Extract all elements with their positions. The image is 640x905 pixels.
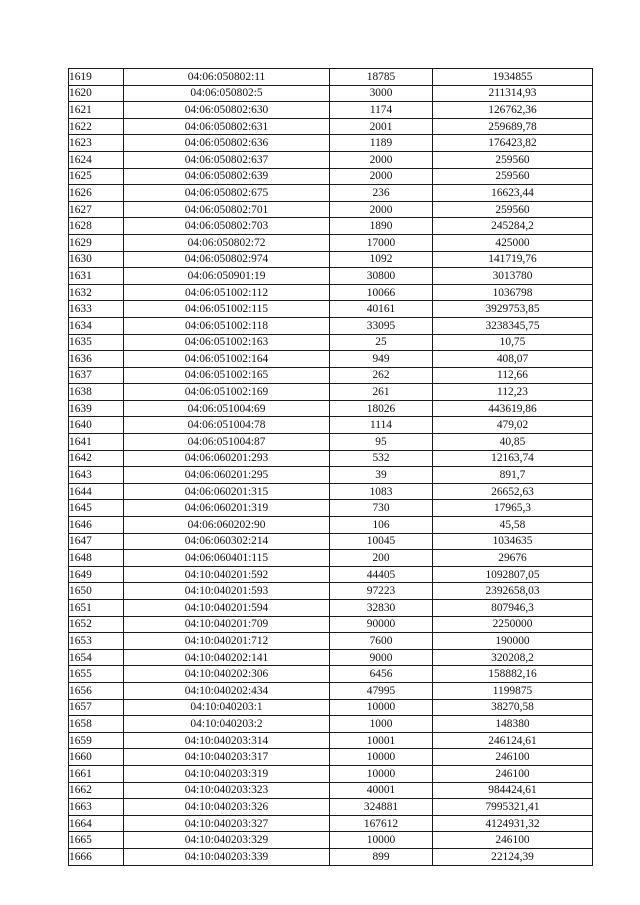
row-number-cell: 1633 [69, 301, 124, 318]
area-cell: 899 [330, 848, 433, 865]
value-cell: 3013780 [433, 268, 593, 285]
row-number-cell: 1630 [69, 251, 124, 268]
table-row [69, 102, 593, 119]
table-row [69, 732, 593, 749]
table-row [69, 384, 593, 401]
cadastral-number-cell: 04:10:040202:434 [124, 682, 330, 699]
area-cell: 532 [330, 450, 433, 467]
value-cell: 246100 [433, 765, 593, 782]
area-cell: 10000 [330, 765, 433, 782]
area-cell: 1092 [330, 251, 433, 268]
cadastral-number-cell: 04:06:050802:5 [124, 85, 330, 102]
table-row [69, 434, 593, 451]
value-cell: 1199875 [433, 682, 593, 699]
table-row [69, 351, 593, 368]
row-number-cell: 1621 [69, 102, 124, 119]
table-row [69, 616, 593, 633]
cadastral-number-cell: 04:06:050802:639 [124, 168, 330, 185]
cadastral-number-cell: 04:06:051002:112 [124, 284, 330, 301]
table-row [69, 600, 593, 617]
value-cell: 259560 [433, 151, 593, 168]
row-number-cell: 1636 [69, 351, 124, 368]
cadastral-number-cell: 04:10:040201:594 [124, 600, 330, 617]
area-cell: 44405 [330, 566, 433, 583]
land-plots-table [68, 68, 593, 866]
area-cell: 32830 [330, 600, 433, 617]
value-cell: 141719,76 [433, 251, 593, 268]
area-cell: 2000 [330, 168, 433, 185]
area-cell: 18026 [330, 400, 433, 417]
row-number-cell: 1664 [69, 815, 124, 832]
row-number-cell: 1634 [69, 317, 124, 334]
row-number-cell: 1666 [69, 848, 124, 865]
cadastral-number-cell: 04:06:050802:72 [124, 234, 330, 251]
row-number-cell: 1665 [69, 832, 124, 849]
cadastral-number-cell: 04:06:050802:630 [124, 102, 330, 119]
row-number-cell: 1635 [69, 334, 124, 351]
table-row [69, 550, 593, 567]
cadastral-number-cell: 04:10:040203:329 [124, 832, 330, 849]
value-cell: 45,58 [433, 517, 593, 534]
row-number-cell: 1659 [69, 732, 124, 749]
row-number-cell: 1639 [69, 400, 124, 417]
table-row [69, 566, 593, 583]
value-cell: 4124931,32 [433, 815, 593, 832]
row-number-cell: 1643 [69, 467, 124, 484]
table-row [69, 317, 593, 334]
cadastral-number-cell: 04:06:060202:90 [124, 517, 330, 534]
value-cell: 126762,36 [433, 102, 593, 119]
table-row [69, 234, 593, 251]
cadastral-number-cell: 04:06:060201:295 [124, 467, 330, 484]
area-cell: 949 [330, 351, 433, 368]
cadastral-number-cell: 04:10:040201:592 [124, 566, 330, 583]
area-cell: 200 [330, 550, 433, 567]
table-row [69, 765, 593, 782]
cadastral-number-cell: 04:06:050802:637 [124, 151, 330, 168]
row-number-cell: 1640 [69, 417, 124, 434]
table-row [69, 782, 593, 799]
table-row [69, 367, 593, 384]
table-row [69, 118, 593, 135]
table-row [69, 85, 593, 102]
cadastral-number-cell: 04:06:050802:675 [124, 185, 330, 202]
row-number-cell: 1625 [69, 168, 124, 185]
value-cell: 40,85 [433, 434, 593, 451]
cadastral-number-cell: 04:10:040203:2 [124, 716, 330, 733]
row-number-cell: 1649 [69, 566, 124, 583]
row-number-cell: 1631 [69, 268, 124, 285]
cadastral-number-cell: 04:06:050802:636 [124, 135, 330, 152]
value-cell: 12163,74 [433, 450, 593, 467]
value-cell: 891,7 [433, 467, 593, 484]
row-number-cell: 1632 [69, 284, 124, 301]
row-number-cell: 1642 [69, 450, 124, 467]
area-cell: 39 [330, 467, 433, 484]
cadastral-number-cell: 04:10:040203:339 [124, 848, 330, 865]
area-cell: 33095 [330, 317, 433, 334]
area-cell: 10001 [330, 732, 433, 749]
value-cell: 1934855 [433, 69, 593, 86]
value-cell: 479,02 [433, 417, 593, 434]
row-number-cell: 1626 [69, 185, 124, 202]
table-row [69, 400, 593, 417]
value-cell: 425000 [433, 234, 593, 251]
cadastral-number-cell: 04:10:040201:712 [124, 633, 330, 650]
area-cell: 236 [330, 185, 433, 202]
table-row [69, 633, 593, 650]
table-row [69, 218, 593, 235]
table-row [69, 69, 593, 86]
cadastral-number-cell: 04:10:040203:317 [124, 749, 330, 766]
area-cell: 25 [330, 334, 433, 351]
cadastral-number-cell: 04:06:050802:701 [124, 201, 330, 218]
cadastral-number-cell: 04:06:051004:69 [124, 400, 330, 417]
cadastral-number-cell: 04:06:060201:315 [124, 483, 330, 500]
area-cell: 2000 [330, 201, 433, 218]
row-number-cell: 1638 [69, 384, 124, 401]
cadastral-number-cell: 04:06:051002:169 [124, 384, 330, 401]
cadastral-number-cell: 04:10:040202:306 [124, 666, 330, 683]
area-cell: 1890 [330, 218, 433, 235]
value-cell: 2392658,03 [433, 583, 593, 600]
table-row [69, 799, 593, 816]
value-cell: 259560 [433, 168, 593, 185]
row-number-cell: 1662 [69, 782, 124, 799]
cadastral-number-cell: 04:06:050802:974 [124, 251, 330, 268]
row-number-cell: 1622 [69, 118, 124, 135]
area-cell: 1000 [330, 716, 433, 733]
cadastral-number-cell: 04:06:060201:293 [124, 450, 330, 467]
value-cell: 211314,93 [433, 85, 593, 102]
area-cell: 324881 [330, 799, 433, 816]
row-number-cell: 1637 [69, 367, 124, 384]
value-cell: 408,07 [433, 351, 593, 368]
table-row [69, 500, 593, 517]
cadastral-number-cell: 04:06:050802:11 [124, 69, 330, 86]
table-row [69, 201, 593, 218]
cadastral-number-cell: 04:06:051004:78 [124, 417, 330, 434]
value-cell: 246124,61 [433, 732, 593, 749]
value-cell: 1036798 [433, 284, 593, 301]
cadastral-number-cell: 04:10:040202:141 [124, 649, 330, 666]
cadastral-number-cell: 04:06:051004:87 [124, 434, 330, 451]
row-number-cell: 1647 [69, 533, 124, 550]
row-number-cell: 1619 [69, 69, 124, 86]
cadastral-number-cell: 04:10:040203:323 [124, 782, 330, 799]
value-cell: 3929753,85 [433, 301, 593, 318]
value-cell: 38270,58 [433, 699, 593, 716]
area-cell: 10000 [330, 699, 433, 716]
area-cell: 10000 [330, 749, 433, 766]
value-cell: 246100 [433, 832, 593, 849]
area-cell: 2001 [330, 118, 433, 135]
table-row [69, 848, 593, 865]
cadastral-number-cell: 04:10:040203:1 [124, 699, 330, 716]
row-number-cell: 1641 [69, 434, 124, 451]
row-number-cell: 1663 [69, 799, 124, 816]
value-cell: 158882,16 [433, 666, 593, 683]
area-cell: 97223 [330, 583, 433, 600]
row-number-cell: 1658 [69, 716, 124, 733]
value-cell: 176423,82 [433, 135, 593, 152]
area-cell: 261 [330, 384, 433, 401]
row-number-cell: 1648 [69, 550, 124, 567]
area-cell: 106 [330, 517, 433, 534]
table-row [69, 284, 593, 301]
value-cell: 984424,61 [433, 782, 593, 799]
row-number-cell: 1652 [69, 616, 124, 633]
value-cell: 245284,2 [433, 218, 593, 235]
row-number-cell: 1627 [69, 201, 124, 218]
table-row [69, 301, 593, 318]
cadastral-number-cell: 04:10:040203:314 [124, 732, 330, 749]
row-number-cell: 1650 [69, 583, 124, 600]
cadastral-number-cell: 04:06:051002:163 [124, 334, 330, 351]
cadastral-number-cell: 04:10:040201:709 [124, 616, 330, 633]
area-cell: 262 [330, 367, 433, 384]
value-cell: 3238345,75 [433, 317, 593, 334]
table-row [69, 168, 593, 185]
cadastral-number-cell: 04:10:040203:326 [124, 799, 330, 816]
value-cell: 259560 [433, 201, 593, 218]
cadastral-number-cell: 04:06:051002:115 [124, 301, 330, 318]
area-cell: 2000 [330, 151, 433, 168]
area-cell: 10000 [330, 832, 433, 849]
area-cell: 95 [330, 434, 433, 451]
cadastral-number-cell: 04:06:060401:115 [124, 550, 330, 567]
value-cell: 26652,63 [433, 483, 593, 500]
value-cell: 320208,2 [433, 649, 593, 666]
value-cell: 246100 [433, 749, 593, 766]
row-number-cell: 1655 [69, 666, 124, 683]
cadastral-number-cell: 04:06:051002:118 [124, 317, 330, 334]
row-number-cell: 1654 [69, 649, 124, 666]
table-row [69, 832, 593, 849]
row-number-cell: 1653 [69, 633, 124, 650]
value-cell: 112,23 [433, 384, 593, 401]
area-cell: 1083 [330, 483, 433, 500]
value-cell: 259689,78 [433, 118, 593, 135]
table-row [69, 682, 593, 699]
area-cell: 10045 [330, 533, 433, 550]
cadastral-number-cell: 04:06:060302:214 [124, 533, 330, 550]
value-cell: 807946,3 [433, 600, 593, 617]
row-number-cell: 1657 [69, 699, 124, 716]
cadastral-number-cell: 04:06:060201:319 [124, 500, 330, 517]
area-cell: 167612 [330, 815, 433, 832]
table-row [69, 417, 593, 434]
cadastral-number-cell: 04:06:050802:703 [124, 218, 330, 235]
value-cell: 16623,44 [433, 185, 593, 202]
area-cell: 30800 [330, 268, 433, 285]
table-row [69, 251, 593, 268]
table-row [69, 815, 593, 832]
row-number-cell: 1629 [69, 234, 124, 251]
area-cell: 730 [330, 500, 433, 517]
table-row [69, 450, 593, 467]
table-row [69, 583, 593, 600]
value-cell: 1092807,05 [433, 566, 593, 583]
value-cell: 29676 [433, 550, 593, 567]
area-cell: 90000 [330, 616, 433, 633]
table-row [69, 649, 593, 666]
area-cell: 10066 [330, 284, 433, 301]
table-row [69, 483, 593, 500]
table-body [69, 69, 593, 866]
row-number-cell: 1646 [69, 517, 124, 534]
area-cell: 1189 [330, 135, 433, 152]
value-cell: 112,66 [433, 367, 593, 384]
value-cell: 1034635 [433, 533, 593, 550]
value-cell: 7995321,41 [433, 799, 593, 816]
cadastral-number-cell: 04:06:050802:631 [124, 118, 330, 135]
cadastral-number-cell: 04:06:050901:19 [124, 268, 330, 285]
value-cell: 2250000 [433, 616, 593, 633]
cadastral-number-cell: 04:10:040201:593 [124, 583, 330, 600]
cadastral-number-cell: 04:06:051002:165 [124, 367, 330, 384]
row-number-cell: 1623 [69, 135, 124, 152]
row-number-cell: 1620 [69, 85, 124, 102]
area-cell: 17000 [330, 234, 433, 251]
row-number-cell: 1645 [69, 500, 124, 517]
area-cell: 40161 [330, 301, 433, 318]
row-number-cell: 1644 [69, 483, 124, 500]
table-row [69, 699, 593, 716]
cadastral-number-cell: 04:06:051002:164 [124, 351, 330, 368]
area-cell: 6456 [330, 666, 433, 683]
table-row [69, 268, 593, 285]
cadastral-number-cell: 04:10:040203:327 [124, 815, 330, 832]
area-cell: 3000 [330, 85, 433, 102]
cadastral-number-cell: 04:10:040203:319 [124, 765, 330, 782]
row-number-cell: 1624 [69, 151, 124, 168]
table-row [69, 533, 593, 550]
area-cell: 7600 [330, 633, 433, 650]
table-row [69, 151, 593, 168]
value-cell: 190000 [433, 633, 593, 650]
area-cell: 1114 [330, 417, 433, 434]
value-cell: 17965,3 [433, 500, 593, 517]
table-row [69, 666, 593, 683]
row-number-cell: 1656 [69, 682, 124, 699]
area-cell: 1174 [330, 102, 433, 119]
table-row [69, 334, 593, 351]
table-row [69, 716, 593, 733]
area-cell: 40001 [330, 782, 433, 799]
row-number-cell: 1660 [69, 749, 124, 766]
value-cell: 10,75 [433, 334, 593, 351]
value-cell: 443619,86 [433, 400, 593, 417]
table-row [69, 749, 593, 766]
row-number-cell: 1661 [69, 765, 124, 782]
area-cell: 18785 [330, 69, 433, 86]
area-cell: 47995 [330, 682, 433, 699]
value-cell: 148380 [433, 716, 593, 733]
table-row [69, 135, 593, 152]
value-cell: 22124,39 [433, 848, 593, 865]
area-cell: 9000 [330, 649, 433, 666]
row-number-cell: 1628 [69, 218, 124, 235]
table-row [69, 467, 593, 484]
table-row [69, 185, 593, 202]
table-row [69, 517, 593, 534]
row-number-cell: 1651 [69, 600, 124, 617]
